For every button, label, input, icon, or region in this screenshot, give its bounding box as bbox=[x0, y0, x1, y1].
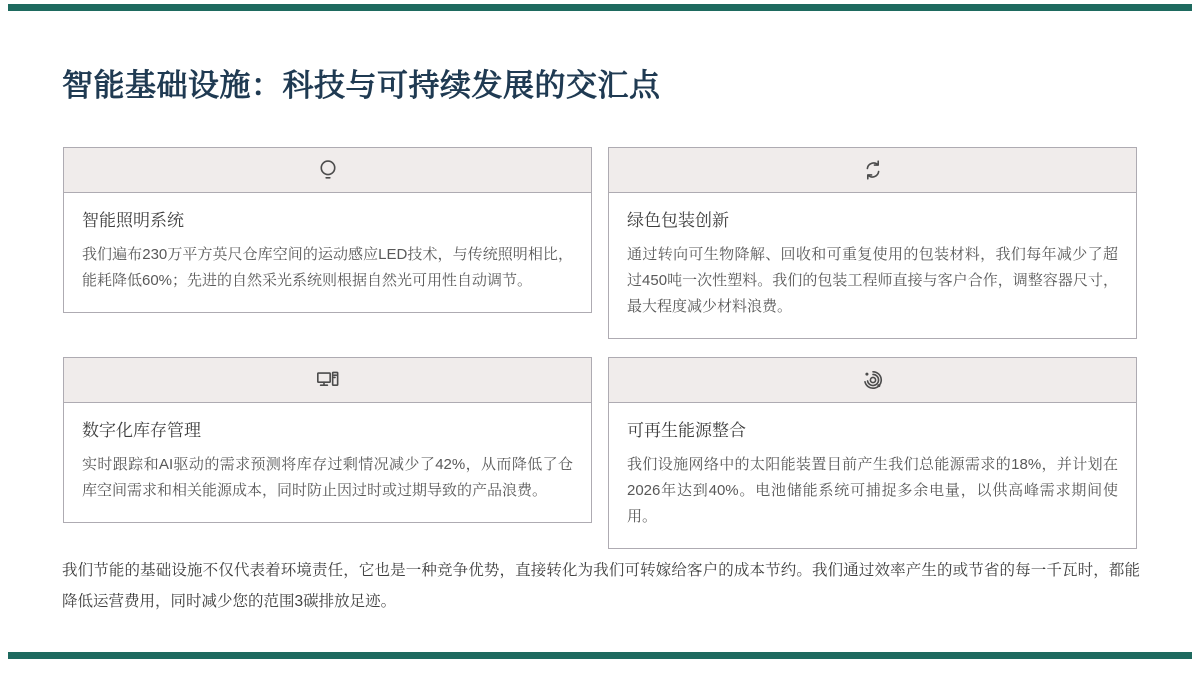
page-title: 智能基础设施：科技与可持续发展的交汇点 bbox=[62, 68, 661, 103]
card-text: 我们设施网络中的太阳能装置目前产生我们总能源需求的18%，并计划在2026年达到40%。电池储能系统可捕捉多余电量，以供高峰需求期间使用。 bbox=[627, 456, 1118, 525]
card-icon-header bbox=[609, 358, 1136, 403]
card-body bbox=[64, 193, 591, 312]
card-text: 实时跟踪和AI驱动的需求预测将库存过剩情况减少了42%，从而降低了仓库空间需求和相关能源成本，同时防止因过时或过期导致的产品浪费。 bbox=[82, 456, 573, 499]
card-text: 我们遍布230万平方英尺仓库空间的运动感应LED技术，与传统照明相比，能耗降低60%；先进的自然采光系统则根据自然光可用性自动调节。 bbox=[82, 246, 573, 289]
orbit-icon bbox=[860, 367, 886, 393]
card-green-packaging bbox=[608, 147, 1137, 339]
card-title: 智能照明系统 bbox=[82, 211, 184, 230]
desktop-computer-icon bbox=[315, 367, 341, 393]
recycle-icon bbox=[860, 157, 886, 183]
top-accent-bar bbox=[8, 4, 1192, 11]
card-digital-inventory bbox=[63, 357, 592, 523]
bottom-accent-bar bbox=[8, 652, 1192, 659]
card-icon-header bbox=[64, 148, 591, 193]
closing-paragraph: 我们节能的基础设施不仅代表着环境责任，它也是一种竞争优势，直接转化为我们可转嫁给客户的成本节约。我们通过效率产生的或节省的每一千瓦时，都能降低运营费用，同时减少您的范围3碳排放足迹。 bbox=[62, 562, 1140, 610]
card-text: 通过转向可生物降解、回收和可重复使用的包装材料，我们每年减少了超过450吨一次性塑料。我们的包装工程师直接与客户合作，调整容器尺寸，最大程度减少材料浪费。 bbox=[627, 246, 1118, 315]
card-body bbox=[609, 403, 1136, 548]
card-body bbox=[609, 193, 1136, 338]
feature-cards-grid bbox=[63, 147, 1137, 549]
card-smart-lighting bbox=[63, 147, 592, 313]
lightbulb-icon bbox=[315, 157, 341, 183]
card-title: 绿色包装创新 bbox=[627, 211, 729, 230]
card-body bbox=[64, 403, 591, 522]
card-icon-header bbox=[609, 148, 1136, 193]
card-icon-header bbox=[64, 358, 591, 403]
card-title: 可再生能源整合 bbox=[627, 421, 746, 440]
card-renewable-energy bbox=[608, 357, 1137, 549]
card-title: 数字化库存管理 bbox=[82, 421, 201, 440]
